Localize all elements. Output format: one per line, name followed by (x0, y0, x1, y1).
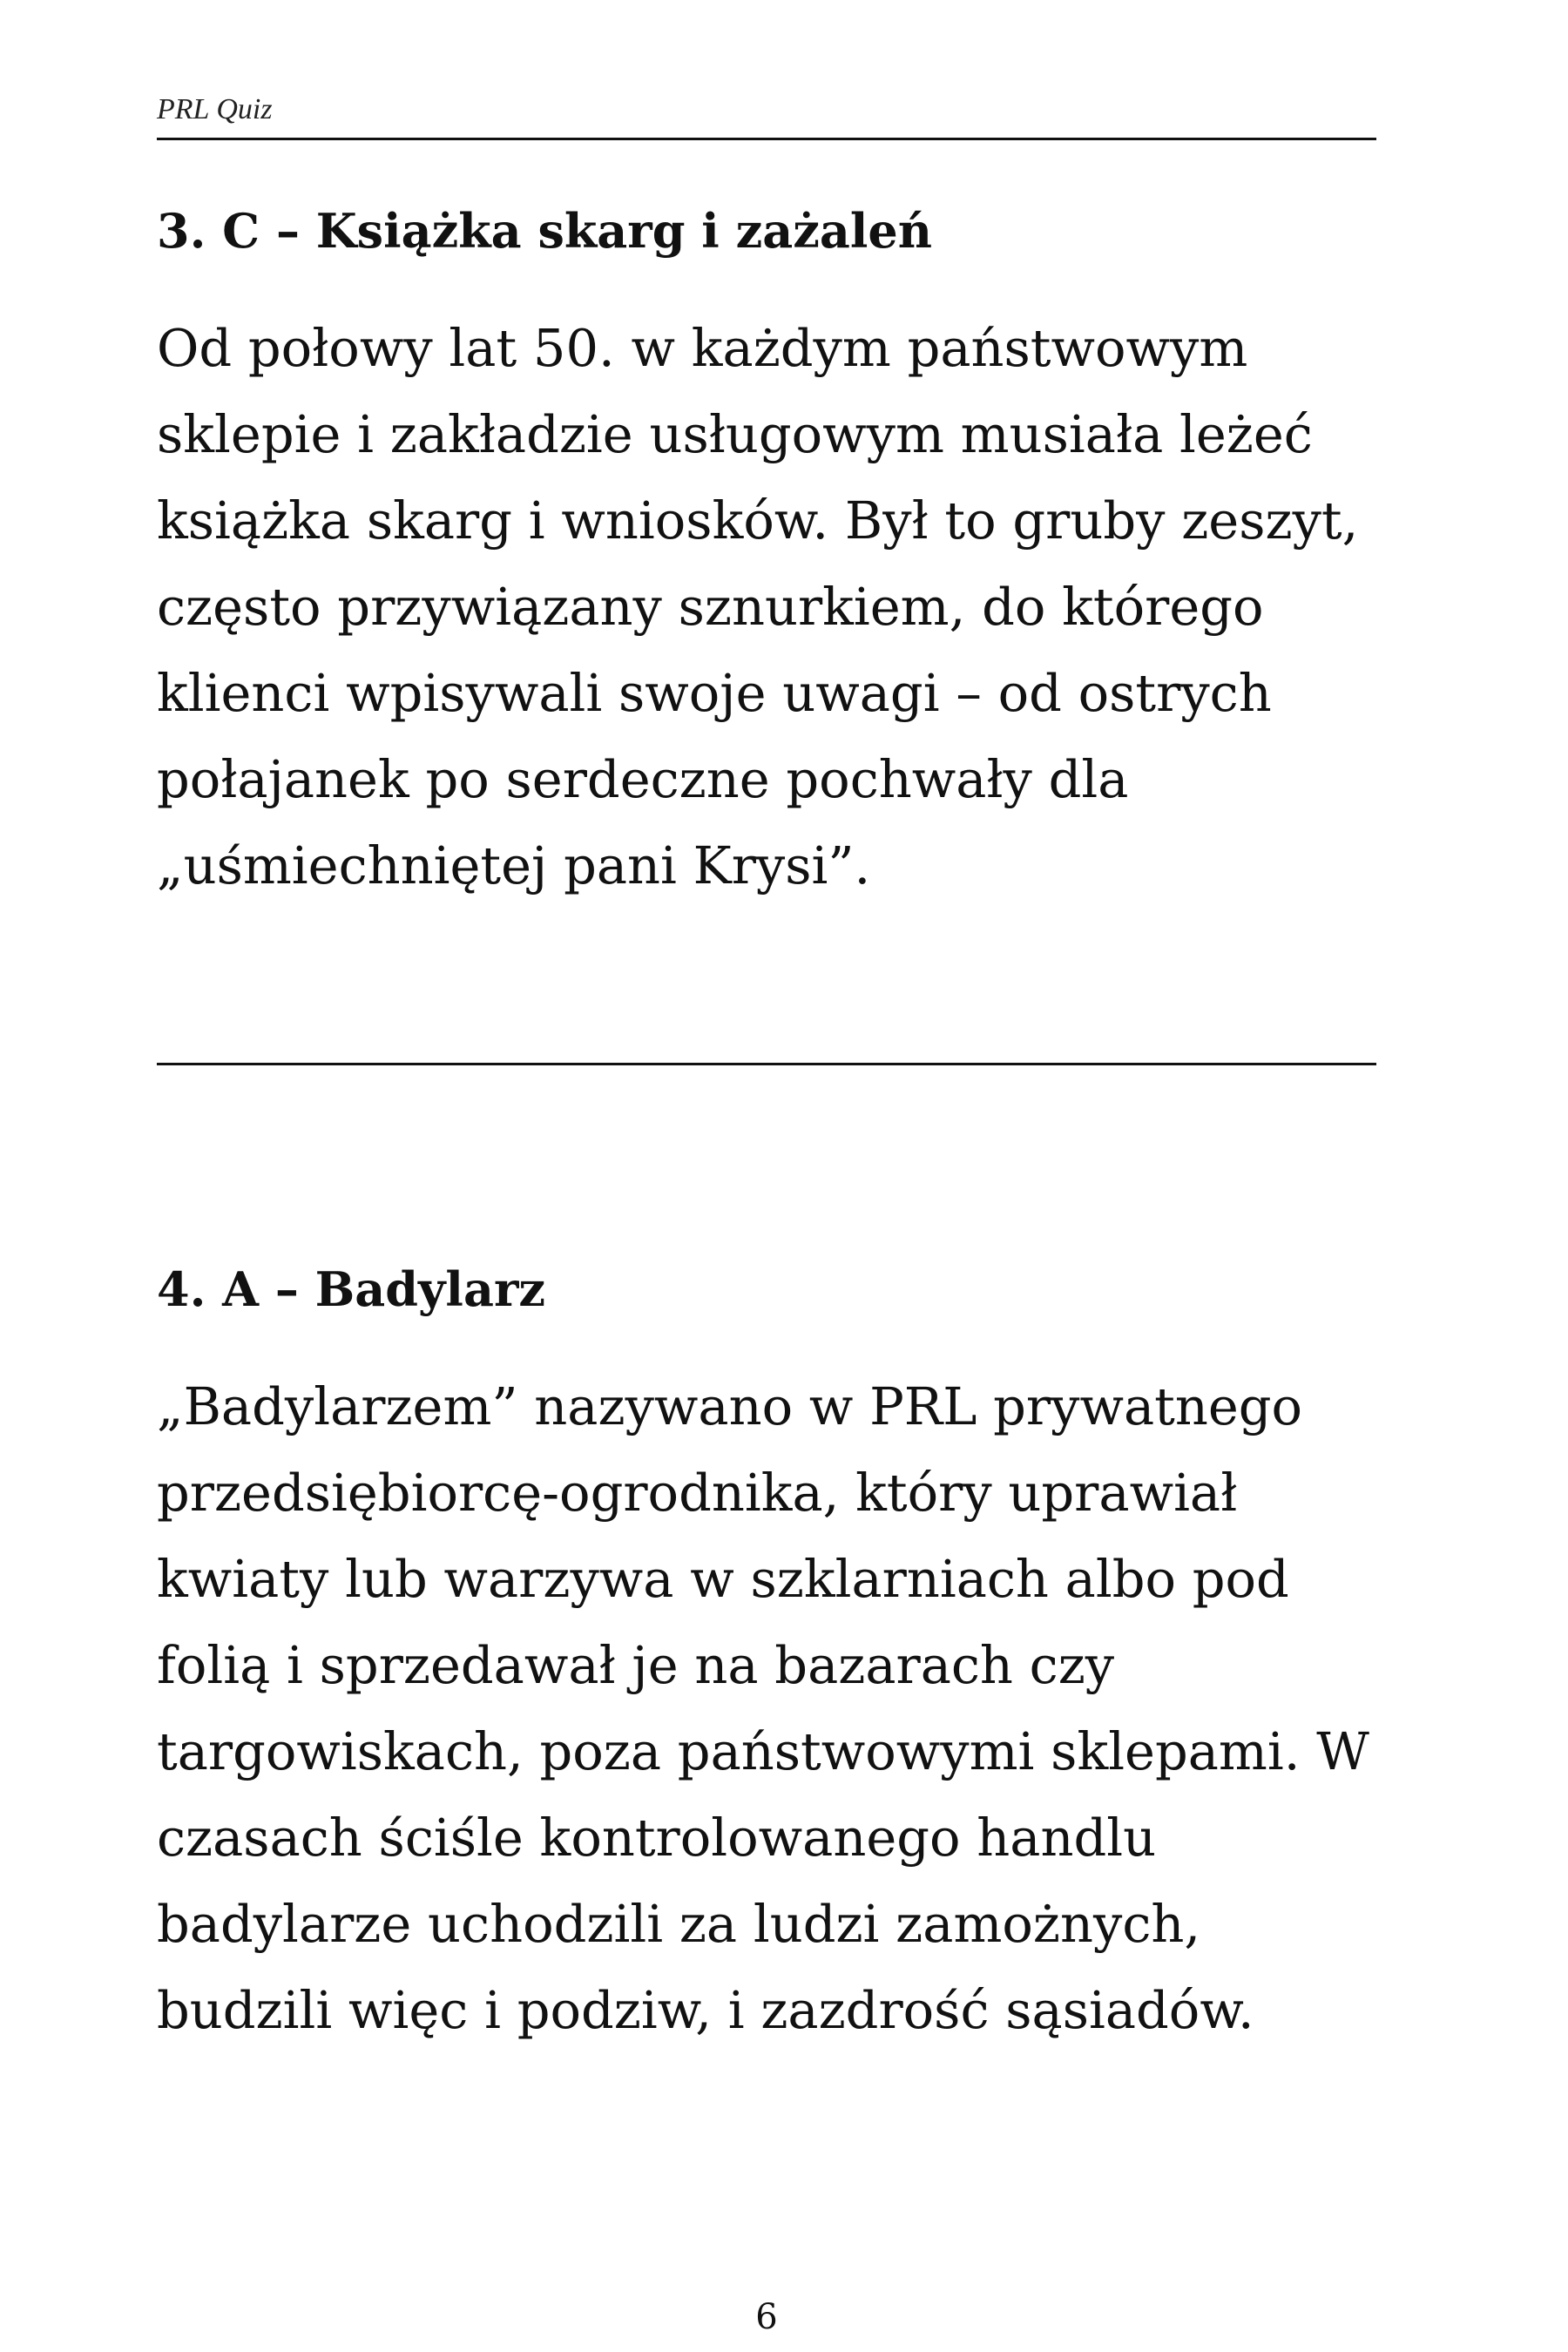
answer-3-line: Od połowy lat 50. w każdym państwowym (157, 318, 1248, 378)
answer-3-line: „uśmiechniętej pani Krysi”. (157, 835, 871, 896)
answer-4-line: folią i sprzedawał je na bazarach czy (157, 1635, 1115, 1695)
answer-3-line: książka skarg i wniosków. Był to gruby zeszyt, (157, 490, 1359, 551)
answer-3-line: sklepie i zakładzie usługowym musiała leżeć (157, 404, 1313, 464)
answer-4-heading: 4. A – Badylarz (157, 1261, 546, 1317)
answer-4-line: „Badylarzem” nazywano w PRL prywatnego (157, 1376, 1303, 1436)
answer-3-heading: 3. C – Książka skarg i zażaleń (157, 203, 933, 259)
answer-3-line: klienci wpisywali swoje uwagi – od ostrych (157, 663, 1272, 723)
header-rule (157, 138, 1376, 140)
answer-4-line: targowiskach, poza państwowymi sklepami. W (157, 1721, 1369, 1781)
section-divider (157, 1063, 1376, 1065)
running-header: PRL Quiz (157, 93, 273, 125)
answer-4-line: czasach ściśle kontrolowanego handlu (157, 1808, 1157, 1868)
answer-3-line: często przywiązany sznurkiem, do którego (157, 577, 1264, 637)
answer-3-text (157, 305, 1411, 909)
answer-4-line: badylarze uchodzili za ludzi zamożnych, (157, 1894, 1201, 1954)
answer-4-line: kwiaty lub warzywa w szklarniach albo pod (157, 1549, 1289, 1609)
answer-4-line: budzili więc i podziw, i zazdrość sąsiadów. (157, 1980, 1254, 2040)
page-number: 6 (755, 2297, 778, 2337)
answer-3-line: połajanek po serdeczne pochwały dla (157, 749, 1129, 809)
answer-4-text (157, 1363, 1411, 2053)
answer-4-line: przedsiębiorcę-ogrodnika, który uprawiał (157, 1463, 1238, 1523)
